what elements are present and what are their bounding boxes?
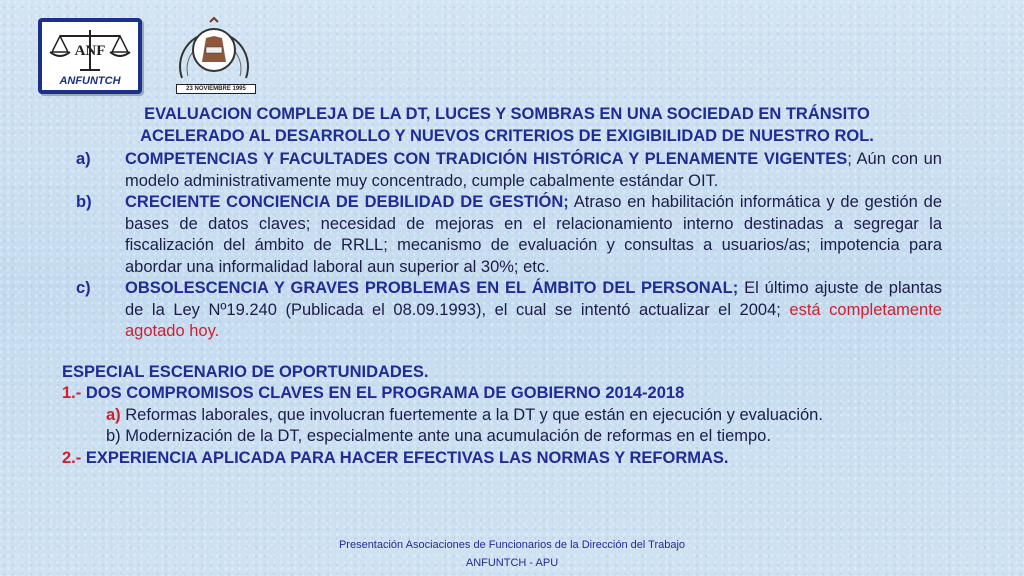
point-1-sub-a [106, 405, 942, 427]
point-1-sub-b: b) Modernización de la DT, especialmente ante una acumulación de reformas en el tiempo. [106, 427, 771, 445]
point-1-text: DOS COMPROMISOS CLAVES EN EL PROGRAMA DE GOBIERNO 2014-2018 [81, 384, 685, 402]
item-highlight: está completamente agotado hoy. [125, 300, 942, 340]
seal-date: 23 NOVIEMBRE 1995 [176, 84, 256, 94]
item-heading: CRECIENTE CONCIENCIA DE DEBILIDAD DE GESTIÓN; [125, 193, 569, 211]
title-line-2: ACELERADO AL DESARROLLO Y NUEVOS CRITERIOS DE EXIGIBILIDAD DE NUESTRO ROL. [140, 126, 874, 145]
point-2-number: 2.- [62, 448, 82, 467]
item-marker: a) [76, 150, 91, 168]
title-line-1: EVALUACION COMPLEJA DE LA DT, LUCES Y SOMBRAS EN UNA SOCIEDAD EN TRÁNSITO [144, 105, 870, 123]
seal-emblem-icon [164, 8, 260, 88]
item-heading: OBSOLESCENCIA Y GRAVES PROBLEMAS EN EL ÁMBITO DEL PERSONAL; [125, 279, 739, 297]
sub-a-text: Reformas laborales, que involucran fuertemente a la DT y que están en ejecución y evaluación. [120, 405, 823, 424]
slide-content [62, 104, 942, 469]
item-heading: COMPETENCIAS Y FACULTADES CON TRADICIÓN HISTÓRICA Y PLENAMENTE VIGENTES [125, 150, 848, 168]
scales-emblem-icon [42, 22, 138, 78]
point-2-text: EXPERIENCIA APLICADA PARA HACER EFECTIVAS LAS NORMAS Y REFORMAS. [81, 448, 729, 467]
list-item [76, 278, 942, 343]
item-marker: c) [76, 279, 91, 297]
point-1 [62, 383, 942, 405]
slide-title [72, 104, 942, 147]
list-item [76, 192, 942, 278]
footer-line-1: Presentación Asociaciones de Funcionarios de la Dirección del Trabajo [338, 539, 686, 551]
anf-mark: ANF [74, 43, 106, 59]
point-1-number: 1.- [62, 384, 82, 402]
point-2 [62, 448, 942, 470]
item-marker: b) [76, 193, 92, 211]
footer-line-2: ANFUNTCH - APU [465, 557, 559, 569]
anfuntch-logo [38, 18, 142, 94]
list-item [76, 149, 942, 192]
section-heading: ESPECIAL ESCENARIO DE OPORTUNIDADES. [62, 362, 429, 381]
sub-a-marker: a) [106, 405, 121, 424]
anfuntch-label: ANFUNTCH [59, 75, 121, 87]
item-body: ; Aún con un modelo administrativamente muy concentrado, cumple cabalmente estándar OIT. [125, 150, 942, 190]
item-body: El último ajuste de plantas de la Ley Nº19.240 (Publicada el 08.09.1993), el cual se intentó actualizar el 2004; [125, 279, 942, 319]
association-seal-logo [164, 8, 260, 98]
item-body: Atraso en habilitación informática y de gestión de bases de datos claves; necesidad de mejoras en el relacionamiento interno destinadas a segregar la fiscalización del ámbito de RRLL; mecanismo de evaluación y consultas a usuarios/as; impotencia para abordar una informalidad laboral aun superior al 30%; etc. [125, 193, 942, 276]
